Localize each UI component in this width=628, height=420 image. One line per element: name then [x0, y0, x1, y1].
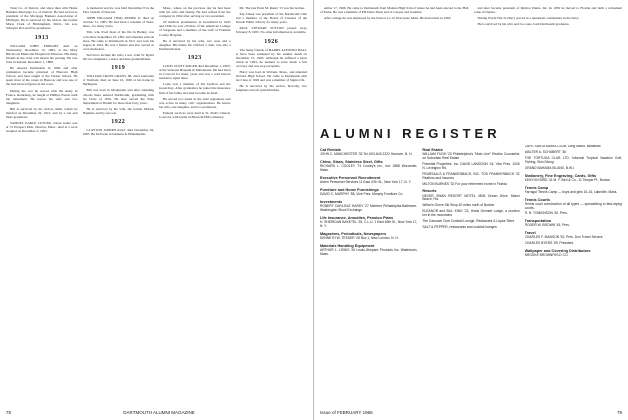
register-entry: CHARLES BYERS '59, President: [524, 241, 574, 246]
left-col-2: [83, 6, 155, 404]
register-entry: BROOKE BROWNFIELD CO.: [524, 253, 569, 258]
paragraph: PAUL STEWART SUTTON passed away February 8, 1965. No other information is available.: [235, 26, 307, 35]
right-upper-columns: [320, 6, 622, 124]
paragraph: SAMUEL EARLE CUTLER, whose home was at 72 Prospect Park, Newton, Mass., died at a local hospital on December 3, 1965.: [6, 121, 78, 134]
register-entry: The Carousel Club Cocktail Lounge, Restaurant & Liquor Store: [422, 219, 515, 224]
class-year-heading: 1923: [187, 54, 202, 61]
register-category: Tennis Camp: [524, 185, 549, 190]
class-year-heading: 1919: [111, 65, 126, 72]
paragraph: During the war he served with the Army in France. Returning, he taught at Phillips Exeter until his retirement. He leaves his wife and two daughters.: [6, 88, 78, 105]
paragraph: JOHN WILLIAM (TIM) RYDER Jr. died on October 31, 1965. He had been a resident of Ware, Mass., for many years.: [82, 16, 154, 29]
register-entry: ARTHUR L. LEWIS '26 Lewis-Shepard Products Inc. Watertown, Mass.: [320, 247, 418, 256]
register-entry: KENYON BIRD '41 M. F. Bird & Co., 11 Temple Pl., Boston: [524, 177, 611, 182]
register-entry: KENNETH W. TESSER '28 Box 1, New London, N. H.: [320, 235, 399, 240]
paragraph: ember 17, 1966. He came to Dartmouth from Malden High School where he had been elected to the Hall of Fame. He was a member of Phi Delta Theta and of Casque and Gauntlet.: [320, 6, 469, 15]
register-entry: Tennis court construction of all types — specializing in fast-drying courts.: [524, 201, 622, 210]
register-entry: WALTER A. SCHUBERT '36: [524, 149, 567, 154]
paragraph: Mass., where on the previous day he had been with his wife and family. He had retired from the company in 1962 after serving as vice president.: [159, 6, 231, 19]
paragraph: Survivors include his wife; a son, John W. Ryder III; two daughters; a sister and nine grandchildren.: [82, 52, 154, 62]
register-entry: NEVER SWAN RESORT MOTEL 4508 Ocean Drive, Miami Beach, Fla.: [422, 193, 520, 202]
register-category: Magazines, Periodicals, Newspapers: [320, 231, 387, 236]
register-entry: Arden Personnel Services 11 East 47th St., New York 17, N. Y.: [320, 180, 412, 184]
register-entry: DAVID C. MURPHY '58, Vice Pres. Murphy Furniture Co.: [320, 192, 404, 196]
paragraph: Harry was born in Woburn, Mass., and attended Woburn High School. He came to Dartmouth with the Class of 1926 and was a member of Sigma Chi.: [235, 70, 307, 83]
left-col-3: [159, 6, 231, 404]
register-entry: H. SHERIDAN BAKETEL '25, C.L.U. 1 East 45th St., New York 17, N. Y.: [320, 219, 418, 228]
register-category: Materials Handling Equipment: [320, 243, 375, 248]
right-top-col-a: [320, 6, 469, 124]
register-col-3: [525, 145, 622, 415]
register-category: Life Insurance, Annuities, Pension Plans: [320, 215, 394, 220]
class-year-heading: 1926: [264, 38, 279, 45]
paragraph: and later became president of Rymtor Paints, Inc. In 1959 he moved to Florida and built a retirement home in Naples.: [473, 6, 622, 15]
class-year-heading: 1913: [34, 34, 49, 41]
register-entry: JOHN C. MANCHESTER '33 Tel: 603-643-2222 Hanover, N. H.: [320, 152, 413, 157]
paragraph: Kip Cheek was president of the Dartmouth Club and a member of the Board of Trustees of the Boston Public Library for many years.: [235, 12, 307, 25]
paragraph: CLAYTON JOSEPH AULT died December 26, 1965. He had been in business in Philadelphia.: [82, 127, 154, 137]
right-page-number: 79: [616, 410, 622, 415]
register-category: Real Estate: [422, 148, 443, 152]
register-entry: GRAND BAHAMA ISLAND, B.W.I.: [524, 165, 575, 170]
paragraph: WILLIAM JOHN ENRIGHT died on Wednesday, December 15, 1965, at the Mary Hitchcock Memorial Hospital in Hanover. His many friends in the class will mourn his passing. He was born in Ireland, December 1, 1889.: [6, 43, 78, 64]
left-page-columns: [6, 6, 307, 404]
register-category: Tennis Courts: [524, 197, 550, 202]
register-category: Transportation: [524, 219, 552, 224]
register-category: Resorts: [422, 189, 437, 194]
paragraph: A memorial service was held December 8 in the Eliot Church of Newton.: [82, 6, 154, 15]
paragraph: Mr. The late Ernst M. Ruder '13 was his brother.: [239, 6, 306, 10]
register-entry: ROGER W. BROWN '45, Pres.: [524, 223, 570, 228]
register-entry: WILLIAM FUGH '23 Philadelphia's "Main Line" Realtor Counsellor on Suburban Real Estate: [422, 152, 520, 160]
paragraph: Funeral services were held at St. Paul's Church, Concord, with burial in Blossom Hill Cemetery.: [159, 110, 231, 119]
left-page-footer: [6, 410, 307, 415]
paragraph: Of medical prominence in Greenfield in 1945 and 1946, he was a Fellow of the American College of Surgeons and a member of the staff of Franklin County Hospital.: [159, 20, 231, 37]
register-entry: PEARSALLS & FRANKENBACH, INC. TOD FRANKENBACH '32 Realtors and Insurors: [422, 171, 520, 180]
register-category: Stationery, Fine Engraving, Cards, Gifts: [524, 173, 597, 178]
paragraph: He is survived by his wife and two sons, both Dartmouth graduates.: [477, 22, 570, 27]
right-top-col-b: [474, 6, 623, 124]
paragraph: Bill is survived by his widow, Ruth, whom he married on December 22, 1915, and by a son and three grandsons.: [6, 106, 78, 120]
paragraph: LOUIS SCOTT ROGER died December 1, 1965, at the Veterans Hospital in Manchester. He had lived in Concord for many years and was a well known insurance agent there.: [159, 63, 231, 81]
left-page-magazine-name: DARTMOUTH ALUMNI MAGAZINE: [123, 410, 195, 415]
register-entry: RICHARD L. COOLEY '74 Cooley's Inc., est. 1888 Worcester, Mass.: [320, 164, 418, 172]
register-category: Travel: [524, 231, 536, 236]
register-entry: CHARLES F. MANSON '52, Pres. Don Travel Service: [524, 235, 603, 240]
register-entry: Farragut Tennis Camp — boys and girls 10-16, Lakeville, Mass.: [524, 189, 618, 194]
paragraph: He entered Dartmouth in 1909 and after graduation became principal of Hanover High School, and later taught at the Tucker School. He spent most of his career in Hanover and was one of the best known figures in the town.: [6, 66, 78, 87]
class-year-heading: 1922: [111, 118, 126, 125]
paragraph: Trust Co. of Detroit, and since then with Home Builders Mortgage Co. of Detroit. He had served as president of the Mortgage Bankers Association of Michigan. He is survived by his widow, the former Marie Clark of Birmingham, Mich., his son, Schuyler Rol and five grandsons.: [6, 6, 78, 31]
left-page-number: 78: [6, 410, 12, 415]
register-entry: MILTON BURNES '32 For your retirement home in Florida: [422, 181, 507, 186]
register-entry: Wilton's Grove Ski Shop 40 miles north of Boston: [422, 203, 495, 208]
right-page-issue: Issue of FEBRUARY 1966: [320, 410, 373, 415]
register-category: Wallpaper and Covering Distributors: [524, 249, 591, 254]
paragraph: The many friends of HARRY ALFONSO HALL in have been saddened by his sudden death on December 15, 1965. Although he suffered a heart attack in 1963, he seemed to have made a full recovery and was in good spirits.: [235, 47, 307, 68]
register-category: China, Glass, Stainless Steel, Gifts: [320, 160, 383, 164]
left-col-4: [236, 6, 308, 404]
paragraph: He is survived by his widow, Dorothy, two daughters and six grandchildren.: [235, 84, 307, 93]
paragraph: Tim, who lived most of his life in Hadley, was born there September 23, 1891 and attended schools there. He came to Dartmouth in 1911 and took his degree in 1914. He was a farmer and also served as town moderator.: [82, 30, 154, 51]
register-category: Cat Rentals: [320, 148, 341, 152]
register-entry: Potential Properties, Inc. DAVID LANGDON '44, Vice Pres. 1026 N. Lexington Rd.: [422, 161, 520, 170]
paragraph: He served two terms in the state legislature and was active in many civic organizations. He leaves his wife, one daughter, and two grandsons.: [159, 96, 231, 109]
alumni-register-title: ALUMNI REGISTER: [320, 126, 501, 141]
register-col-2: [422, 145, 519, 415]
paragraph: After college he was employed by the Norton Co. in Worcester, Mass. He had retired in 1963.: [324, 16, 452, 21]
register-entry: ROBERT CARLISLE HARDY '27 Member Philadelphia-Baltimore-Washington Stock Exchange: [320, 204, 418, 212]
paragraph: He is survived by his wife, two sons and a daughter. His father, Dr. Clifford J. Ault, was also a Dartmouth man.: [159, 38, 231, 51]
register-entry: ELEANOR and BILL KING '22, Hosts Dennett Lodge, a modern Inn in the mountains: [422, 209, 520, 218]
paragraph: WILLIAM CROSS GRANT, 68, chief sanitarian of Vermont, died on June 16, 1965 at his home in Burlington.: [82, 74, 154, 87]
register-category: Executive Personnel Recruitment: [320, 175, 381, 180]
left-col-1: [6, 6, 78, 404]
paragraph: Bill was born in Montpelier and after attending schools there entered Dartmouth, graduating with the Class of 1919. He later served the State Department of Health for more than forty years.: [82, 88, 154, 105]
register-entry: CAPE SANTA MARIA CLUB, Long Island, Bahamas: [524, 145, 601, 148]
register-category: Furniture and Home Furnishings: [320, 187, 379, 192]
paragraph: During World War II, Harry served as a lieutenant commander in the Navy.: [477, 16, 580, 21]
paragraph: He is survived by his wife, the former Marion Hopkins, and by one son.: [82, 106, 154, 115]
register-category: Investments: [320, 199, 343, 204]
register-entry: THE TORTUGA CLUB LTD. Informal Tropical Vacation Golf, Fishing, Skin Diving: [524, 155, 622, 164]
register-col-1: [320, 145, 417, 415]
paragraph: Louis was a member of Psi Upsilon and the Green Key. After graduation he joined the insurance firm of his father and later became its head.: [159, 82, 231, 95]
right-page-footer: [320, 410, 622, 415]
register-entry: R. N. TOMKINSON '40, Pres.: [524, 211, 568, 216]
register-entry: SALT & PEPPER, restaurants and cocktail lounges: [422, 224, 497, 229]
right-page: [314, 0, 628, 420]
register-columns: [320, 145, 622, 415]
